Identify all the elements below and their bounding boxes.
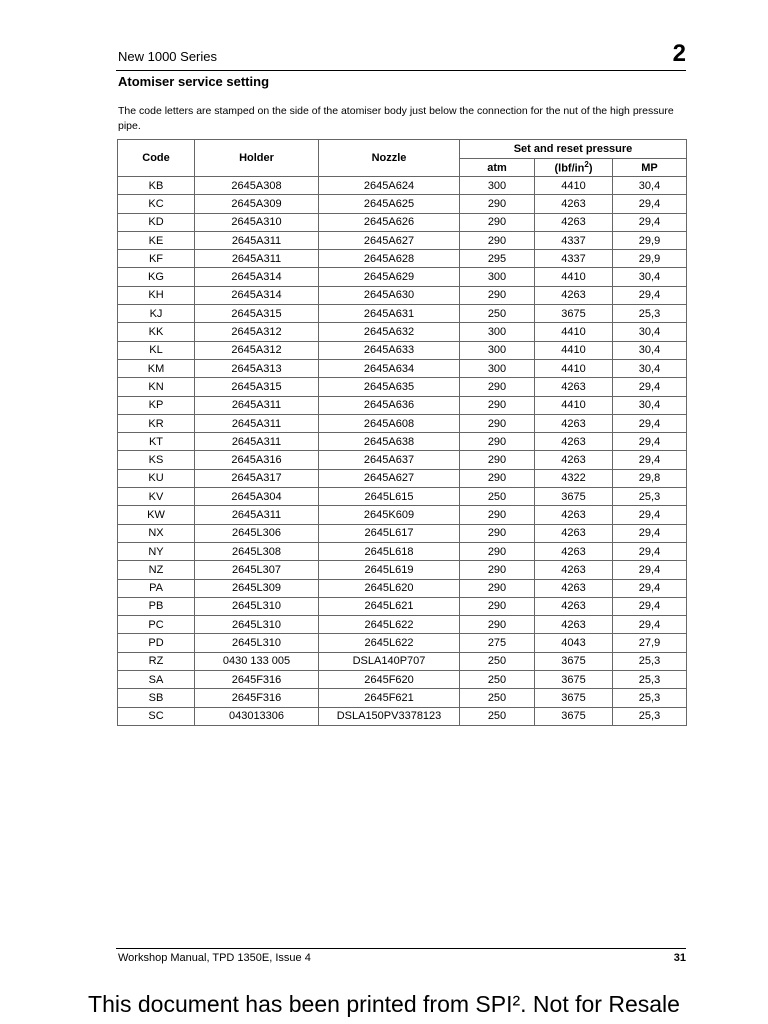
cell-lbf: 3675 (535, 707, 613, 725)
chapter-number: 2 (672, 40, 686, 67)
cell-mp: 29,4 (613, 579, 687, 597)
header-holder: Holder (195, 140, 319, 177)
cell-mp: 29,4 (613, 506, 687, 524)
cell-nozzle: 2645A628 (319, 250, 460, 268)
cell-atm: 300 (460, 359, 535, 377)
table-row (118, 542, 687, 560)
table-row (118, 689, 687, 707)
cell-nozzle: 2645A630 (319, 286, 460, 304)
cell-lbf: 4043 (535, 634, 613, 652)
cell-atm: 290 (460, 579, 535, 597)
cell-lbf: 4410 (535, 359, 613, 377)
cell-holder: 2645A309 (195, 195, 319, 213)
cell-nozzle: 2645L620 (319, 579, 460, 597)
cell-nozzle: 2645A625 (319, 195, 460, 213)
cell-code: NX (118, 524, 195, 542)
cell-nozzle: 2645A631 (319, 305, 460, 323)
cell-code: KV (118, 488, 195, 506)
table-row (118, 231, 687, 249)
cell-nozzle: 2645A608 (319, 414, 460, 432)
cell-code: KB (118, 177, 195, 195)
cell-code: KE (118, 231, 195, 249)
cell-atm: 290 (460, 396, 535, 414)
table-row (118, 506, 687, 524)
cell-mp: 29,4 (613, 597, 687, 615)
cell-nozzle: 2645A632 (319, 323, 460, 341)
cell-nozzle: 2645A637 (319, 451, 460, 469)
cell-code: KL (118, 341, 195, 359)
header-code: Code (118, 140, 195, 177)
footer-manual-reference: Workshop Manual, TPD 1350E, Issue 4 (118, 952, 311, 964)
cell-holder: 2645L306 (195, 524, 319, 542)
table-row (118, 268, 687, 286)
cell-mp: 29,4 (613, 616, 687, 634)
cell-nozzle: 2645K609 (319, 506, 460, 524)
table-row (118, 524, 687, 542)
cell-lbf: 4322 (535, 469, 613, 487)
table-row (118, 488, 687, 506)
cell-atm: 290 (460, 506, 535, 524)
table-row (118, 213, 687, 231)
cell-nozzle: 2645A638 (319, 433, 460, 451)
cell-atm: 300 (460, 268, 535, 286)
cell-mp: 25,3 (613, 488, 687, 506)
cell-atm: 250 (460, 707, 535, 725)
cell-holder: 0430 133 005 (195, 652, 319, 670)
cell-mp: 25,3 (613, 305, 687, 323)
header-nozzle: Nozzle (319, 140, 460, 177)
cell-nozzle: 2645L618 (319, 542, 460, 560)
cell-lbf: 4263 (535, 561, 613, 579)
cell-nozzle: 2645A636 (319, 396, 460, 414)
table-row (118, 561, 687, 579)
cell-holder: 2645L309 (195, 579, 319, 597)
cell-mp: 29,4 (613, 213, 687, 231)
cell-atm: 300 (460, 177, 535, 195)
cell-holder: 2645A312 (195, 323, 319, 341)
footer-page-number: 31 (673, 952, 686, 964)
cell-mp: 29,4 (613, 286, 687, 304)
cell-nozzle: 2645A629 (319, 268, 460, 286)
header-divider (116, 70, 686, 71)
table-row (118, 469, 687, 487)
cell-lbf: 4263 (535, 616, 613, 634)
cell-lbf: 4410 (535, 177, 613, 195)
cell-atm: 290 (460, 378, 535, 396)
cell-nozzle: 2645A635 (319, 378, 460, 396)
cell-holder: 2645L310 (195, 616, 319, 634)
cell-holder: 2645A310 (195, 213, 319, 231)
cell-nozzle: 2645L622 (319, 634, 460, 652)
cell-holder: 043013306 (195, 707, 319, 725)
cell-mp: 29,4 (613, 451, 687, 469)
cell-nozzle: 2645L615 (319, 488, 460, 506)
header-series-title: New 1000 Series (118, 49, 217, 64)
cell-nozzle: 2645L617 (319, 524, 460, 542)
cell-holder: 2645A314 (195, 286, 319, 304)
table-row (118, 359, 687, 377)
table-row (118, 177, 687, 195)
cell-holder: 2645A308 (195, 177, 319, 195)
cell-atm: 290 (460, 414, 535, 432)
cell-nozzle: 2645A626 (319, 213, 460, 231)
cell-mp: 29,9 (613, 231, 687, 249)
cell-lbf: 4410 (535, 341, 613, 359)
cell-code: KT (118, 433, 195, 451)
cell-holder: 2645A311 (195, 250, 319, 268)
table-row (118, 634, 687, 652)
intro-paragraph: The code letters are stamped on the side of the atomiser body just below the connection for the nut of the high pressure pipe. (118, 105, 674, 132)
cell-lbf: 4263 (535, 597, 613, 615)
cell-lbf: 4263 (535, 286, 613, 304)
cell-atm: 300 (460, 323, 535, 341)
cell-lbf: 4263 (535, 195, 613, 213)
cell-atm: 250 (460, 671, 535, 689)
cell-atm: 290 (460, 542, 535, 560)
header-set-reset-pressure: Set and reset pressure (460, 140, 687, 159)
cell-atm: 290 (460, 195, 535, 213)
header-mp: MP (613, 159, 687, 177)
cell-atm: 275 (460, 634, 535, 652)
cell-lbf: 4263 (535, 524, 613, 542)
cell-atm: 290 (460, 231, 535, 249)
cell-mp: 25,3 (613, 652, 687, 670)
cell-code: PB (118, 597, 195, 615)
cell-mp: 29,4 (613, 433, 687, 451)
cell-holder: 2645L307 (195, 561, 319, 579)
cell-mp: 30,4 (613, 323, 687, 341)
cell-holder: 2645L310 (195, 634, 319, 652)
resale-notice: This document has been printed from SPI². Not for Resale (88, 991, 680, 1017)
table-row (118, 250, 687, 268)
cell-atm: 290 (460, 286, 535, 304)
header-atm: atm (460, 159, 535, 177)
cell-code: KJ (118, 305, 195, 323)
cell-atm: 290 (460, 433, 535, 451)
table-row (118, 286, 687, 304)
table-row (118, 195, 687, 213)
cell-atm: 290 (460, 616, 535, 634)
cell-code: KU (118, 469, 195, 487)
cell-code: PD (118, 634, 195, 652)
cell-code: KC (118, 195, 195, 213)
cell-code: KH (118, 286, 195, 304)
cell-atm: 290 (460, 561, 535, 579)
cell-code: PA (118, 579, 195, 597)
cell-code: KF (118, 250, 195, 268)
cell-lbf: 4263 (535, 378, 613, 396)
table-row (118, 323, 687, 341)
cell-lbf: 4337 (535, 231, 613, 249)
cell-atm: 250 (460, 488, 535, 506)
cell-code: KW (118, 506, 195, 524)
cell-nozzle: 2645L619 (319, 561, 460, 579)
cell-mp: 29,9 (613, 250, 687, 268)
header-lbf-in2 (535, 159, 613, 177)
cell-lbf: 3675 (535, 652, 613, 670)
cell-code: RZ (118, 652, 195, 670)
cell-code: KP (118, 396, 195, 414)
cell-mp: 25,3 (613, 671, 687, 689)
cell-code: SC (118, 707, 195, 725)
cell-atm: 290 (460, 597, 535, 615)
table-row (118, 652, 687, 670)
cell-mp: 25,3 (613, 707, 687, 725)
table-row (118, 451, 687, 469)
cell-lbf: 4410 (535, 268, 613, 286)
cell-mp: 30,4 (613, 341, 687, 359)
cell-holder: 2645A311 (195, 433, 319, 451)
cell-code: KS (118, 451, 195, 469)
cell-nozzle: 2645F620 (319, 671, 460, 689)
table-body (118, 177, 687, 726)
cell-code: KD (118, 213, 195, 231)
cell-atm: 290 (460, 524, 535, 542)
cell-code: SA (118, 671, 195, 689)
cell-nozzle: DSLA150PV3378123 (319, 707, 460, 725)
cell-lbf: 4410 (535, 396, 613, 414)
cell-holder: 2645A313 (195, 359, 319, 377)
header-lbf-base: (lbf/in (554, 162, 585, 175)
cell-holder: 2645A317 (195, 469, 319, 487)
cell-atm: 295 (460, 250, 535, 268)
header-lbf-close: ) (588, 162, 593, 175)
cell-lbf: 4263 (535, 433, 613, 451)
cell-lbf: 4263 (535, 506, 613, 524)
cell-lbf: 3675 (535, 305, 613, 323)
cell-lbf: 4263 (535, 579, 613, 597)
cell-code: KN (118, 378, 195, 396)
cell-lbf: 4263 (535, 542, 613, 560)
cell-atm: 290 (460, 469, 535, 487)
cell-atm: 300 (460, 341, 535, 359)
cell-nozzle: 2645F621 (319, 689, 460, 707)
table-row (118, 305, 687, 323)
cell-holder: 2645A311 (195, 231, 319, 249)
cell-code: KK (118, 323, 195, 341)
table-row (118, 707, 687, 725)
cell-holder: 2645A314 (195, 268, 319, 286)
cell-atm: 250 (460, 652, 535, 670)
cell-atm: 250 (460, 305, 535, 323)
table-row (118, 414, 687, 432)
cell-nozzle: 2645A633 (319, 341, 460, 359)
cell-mp: 29,4 (613, 414, 687, 432)
footer-divider (116, 948, 686, 949)
cell-code: PC (118, 616, 195, 634)
cell-holder: 2645A304 (195, 488, 319, 506)
section-title: Atomiser service setting (118, 74, 270, 89)
table-row (118, 433, 687, 451)
cell-nozzle: DSLA140P707 (319, 652, 460, 670)
cell-nozzle: 2645A634 (319, 359, 460, 377)
table-row (118, 597, 687, 615)
cell-lbf: 3675 (535, 671, 613, 689)
cell-holder: 2645A311 (195, 414, 319, 432)
cell-code: KR (118, 414, 195, 432)
cell-nozzle: 2645A627 (319, 469, 460, 487)
header-lbf-superscript: 2 (584, 160, 589, 170)
cell-lbf: 4263 (535, 451, 613, 469)
cell-holder: 2645A311 (195, 396, 319, 414)
cell-mp: 29,4 (613, 378, 687, 396)
cell-lbf: 4410 (535, 323, 613, 341)
cell-holder: 2645A315 (195, 378, 319, 396)
cell-mp: 30,4 (613, 396, 687, 414)
cell-atm: 290 (460, 451, 535, 469)
cell-mp: 30,4 (613, 268, 687, 286)
cell-code: NY (118, 542, 195, 560)
cell-atm: 290 (460, 213, 535, 231)
cell-code: NZ (118, 561, 195, 579)
cell-mp: 29,4 (613, 542, 687, 560)
cell-code: SB (118, 689, 195, 707)
cell-holder: 2645A316 (195, 451, 319, 469)
cell-nozzle: 2645A624 (319, 177, 460, 195)
cell-lbf: 4263 (535, 213, 613, 231)
atomiser-settings-table (117, 139, 687, 726)
cell-lbf: 4263 (535, 414, 613, 432)
table-row (118, 616, 687, 634)
table-row (118, 341, 687, 359)
cell-holder: 2645A315 (195, 305, 319, 323)
cell-holder: 2645A312 (195, 341, 319, 359)
cell-code: KG (118, 268, 195, 286)
cell-mp: 29,4 (613, 561, 687, 579)
table-row (118, 671, 687, 689)
cell-mp: 27,9 (613, 634, 687, 652)
cell-code: KM (118, 359, 195, 377)
cell-atm: 250 (460, 689, 535, 707)
table-row (118, 396, 687, 414)
cell-nozzle: 2645L621 (319, 597, 460, 615)
table-row (118, 378, 687, 396)
cell-nozzle: 2645L622 (319, 616, 460, 634)
cell-holder: 2645L310 (195, 597, 319, 615)
cell-mp: 30,4 (613, 177, 687, 195)
cell-lbf: 4337 (535, 250, 613, 268)
cell-mp: 25,3 (613, 689, 687, 707)
cell-holder: 2645A311 (195, 506, 319, 524)
cell-mp: 30,4 (613, 359, 687, 377)
cell-lbf: 3675 (535, 488, 613, 506)
table-row (118, 579, 687, 597)
cell-mp: 29,8 (613, 469, 687, 487)
cell-nozzle: 2645A627 (319, 231, 460, 249)
cell-holder: 2645F316 (195, 671, 319, 689)
cell-mp: 29,4 (613, 195, 687, 213)
cell-holder: 2645L308 (195, 542, 319, 560)
cell-holder: 2645F316 (195, 689, 319, 707)
cell-mp: 29,4 (613, 524, 687, 542)
cell-lbf: 3675 (535, 689, 613, 707)
